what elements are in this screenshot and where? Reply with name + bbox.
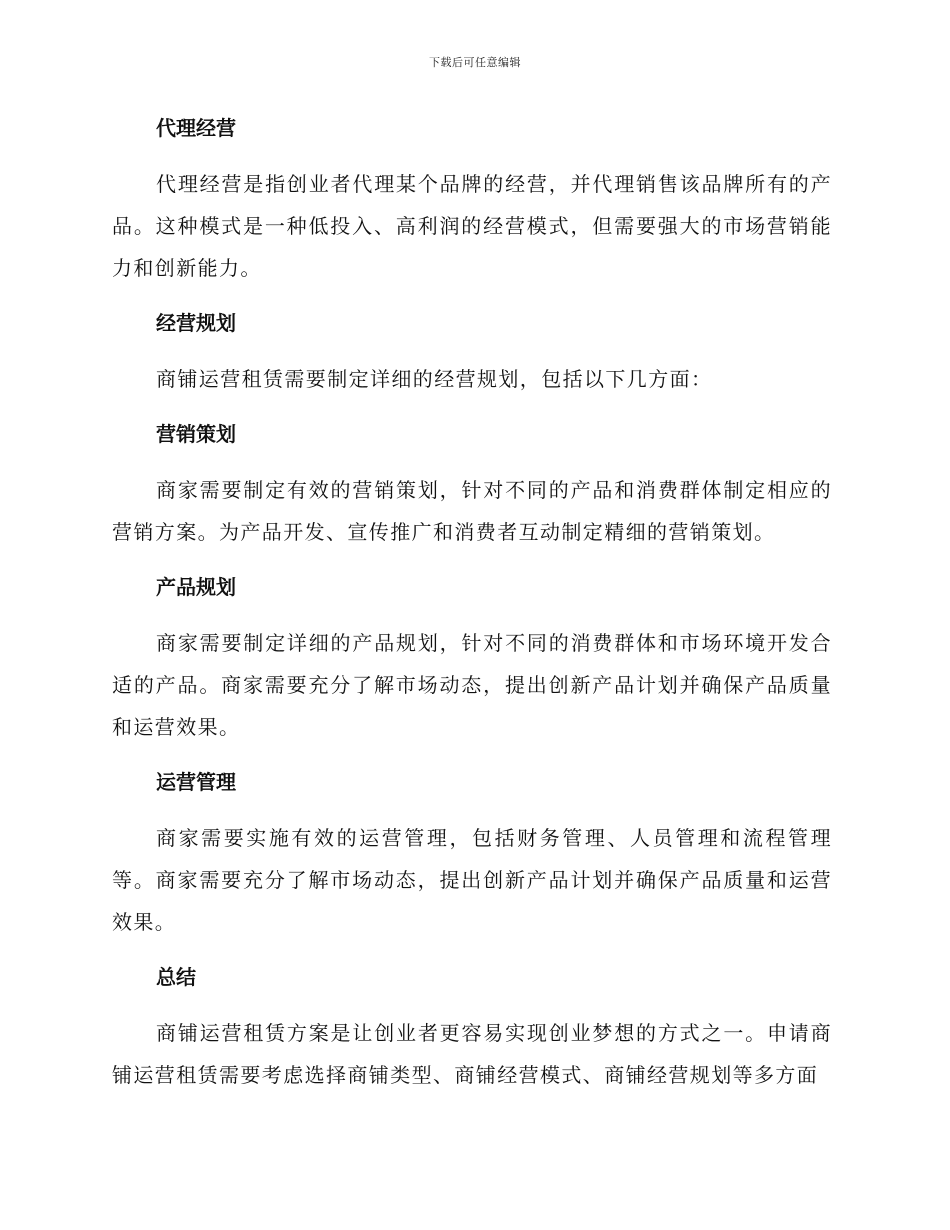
section-paragraph-product: 商家需要制定详细的产品规划，针对不同的消费群体和市场环境开发合适的产品。商家需要充分了解市场动态，提出创新产品计划并确保产品质量和运营效果。	[112, 631, 832, 739]
section-paragraph-marketing: 商家需要制定有效的营销策划，针对不同的产品和消费群体制定相应的营销方案。为产品开发、宣传推广和消费者互动制定精细的营销策划。	[112, 478, 832, 544]
section-heading-product: 产品规划	[156, 575, 236, 599]
section-heading-operations: 运营管理	[156, 770, 236, 794]
section-heading-marketing: 营销策划	[156, 422, 236, 446]
section-heading-business-plan: 经营规划	[156, 311, 236, 335]
section-paragraph-summary: 商铺运营租赁方案是让创业者更容易实现创业梦想的方式之一。申请商铺运营租赁需要考虑选择商铺类型、商铺经营模式、商铺经营规划等多方面	[112, 1021, 832, 1087]
section-paragraph-operations: 商家需要实施有效的运营管理，包括财务管理、人员管理和流程管理等。商家需要充分了解市场动态，提出创新产品计划并确保产品质量和运营效果。	[112, 826, 832, 934]
page-header-note: 下载后可任意编辑	[429, 56, 521, 69]
section-paragraph-business-plan: 商铺运营租赁需要制定详细的经营规划，包括以下几方面：	[156, 367, 713, 391]
section-heading-agency: 代理经营	[156, 116, 236, 140]
document-body	[112, 108, 832, 1096]
section-heading-summary: 总结	[156, 965, 196, 989]
section-paragraph-agency: 代理经营是指创业者代理某个品牌的经营，并代理销售该品牌所有的产品。这种模式是一种低投入、高利润的经营模式，但需要强大的市场营销能力和创新能力。	[112, 172, 832, 280]
